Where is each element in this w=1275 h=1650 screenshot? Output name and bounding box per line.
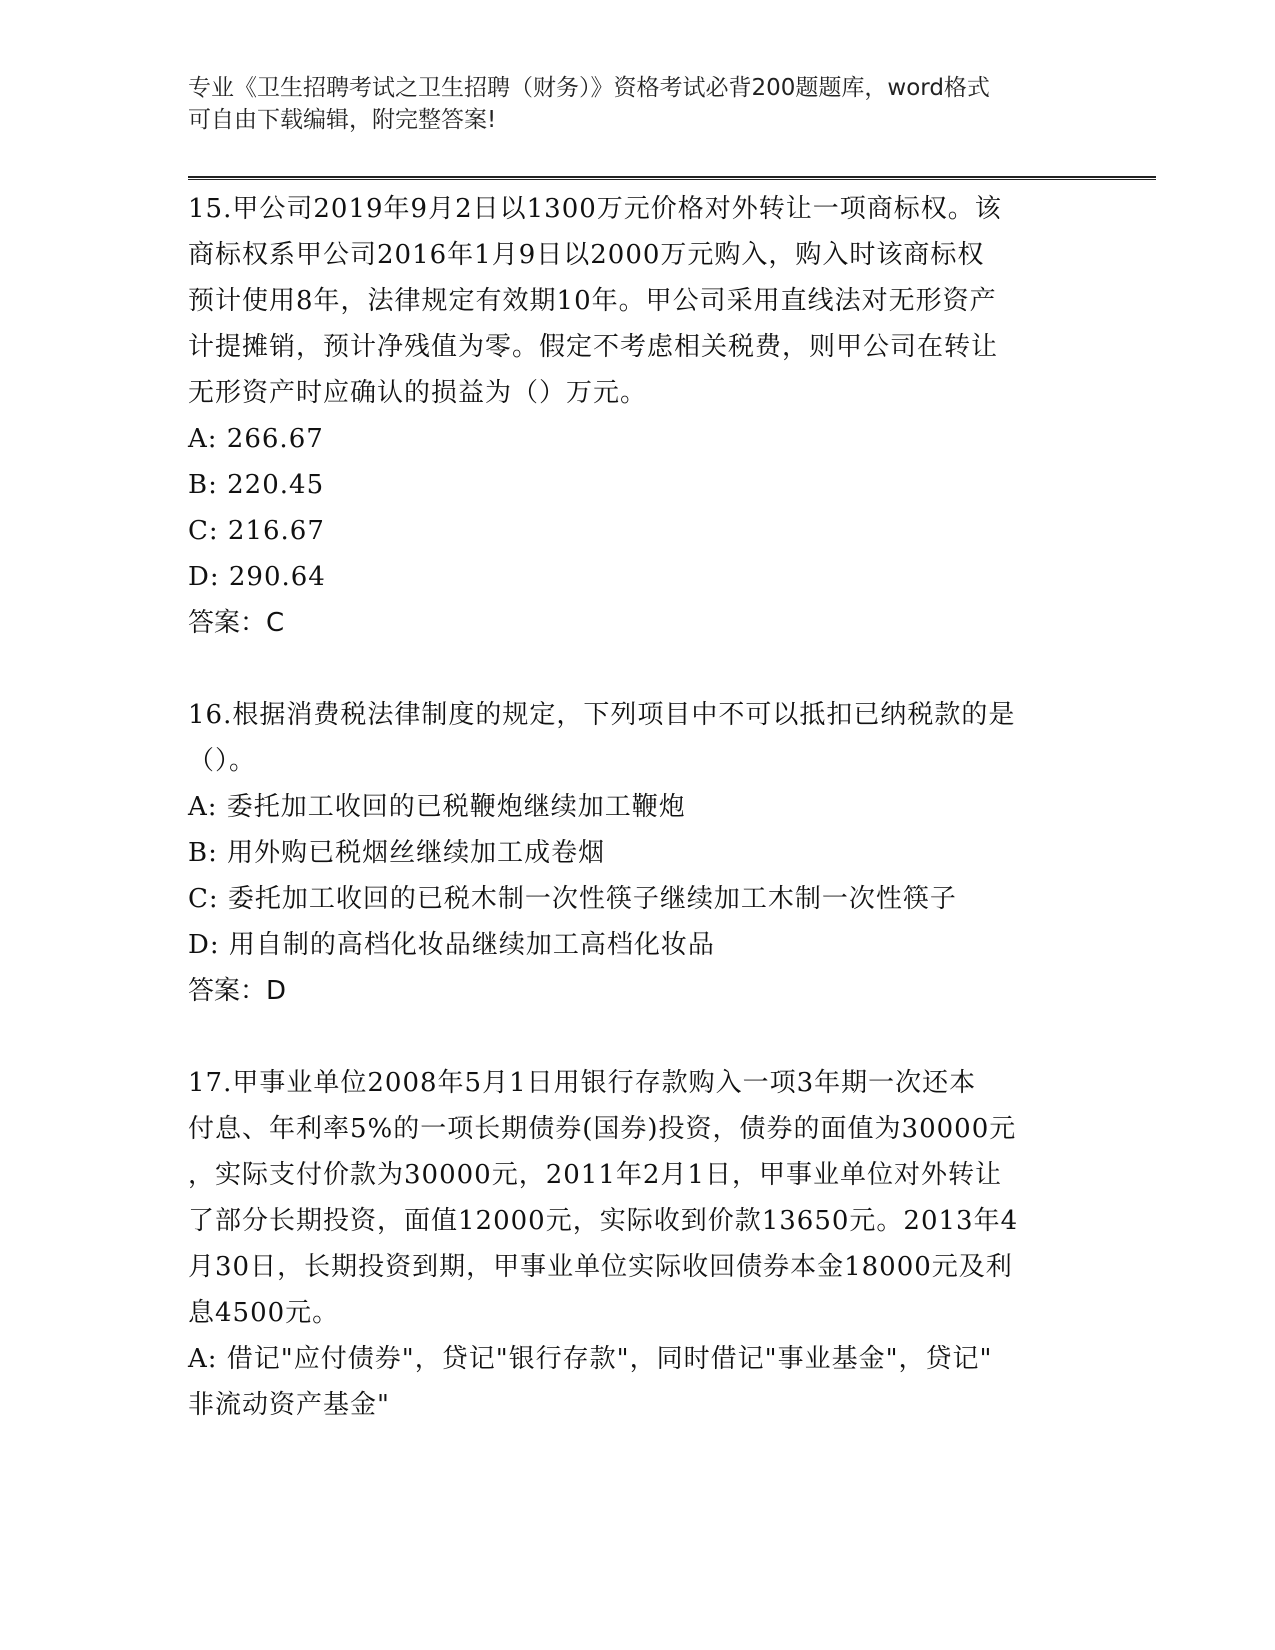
spacer: [188, 1014, 1088, 1060]
header-line-1: 专业《卫生招聘考试之卫生招聘（财务）》资格考试必背200题题库，word格式: [188, 75, 990, 101]
question-text-line: 预计使用8年，法律规定有效期10年。甲公司采用直线法对无形资产: [188, 286, 997, 316]
question-text-line: 无形资产时应确认的损益为（）万元。: [188, 378, 648, 408]
question-text-line: 息4500元。: [188, 1298, 340, 1328]
option-a-continued: 非流动资产基金": [188, 1390, 390, 1420]
question-16: [188, 692, 1088, 1014]
question-text-line: 计提摊销，预计净残值为零。假定不考虑相关税费，则甲公司在转让: [188, 332, 999, 362]
question-17: [188, 1060, 1088, 1428]
question-number: 16.: [188, 700, 233, 730]
answer-label: 答案：D: [188, 976, 287, 1006]
header-line-2: 可自由下载编辑，附完整答案!: [188, 107, 497, 133]
question-text-line: ，实际支付价款为30000元，2011年2月1日，甲事业单位对外转让: [188, 1160, 1002, 1190]
option-d: D: 290.64: [188, 562, 326, 592]
question-text-line: 付息、年利率5%的一项长期债券(国券)投资，债券的面值为30000元: [188, 1114, 1017, 1144]
question-text-line: 17.甲事业单位2008年5月1日用银行存款购入一项3年期一次还本: [188, 1068, 977, 1098]
answer-label: 答案：C: [188, 608, 285, 638]
option-c: C: 216.67: [188, 516, 325, 546]
option-a: A: 借记"应付债券"，贷记"银行存款"，同时借记"事业基金"，贷记": [188, 1344, 993, 1374]
question-list: [188, 186, 1088, 1428]
question-number: 17.: [188, 1068, 233, 1098]
option-b: B: 用外购已税烟丝继续加工成卷烟: [188, 838, 606, 868]
question-number: 15.: [188, 194, 233, 224]
option-b: B: 220.45: [188, 470, 325, 500]
question-text-line: 商标权系甲公司2016年1月9日以2000万元购入，购入时该商标权: [188, 240, 985, 270]
question-text-line: 月30日，长期投资到期，甲事业单位实际收回债券本金18000元及利: [188, 1252, 1013, 1282]
header-divider: [188, 176, 1156, 180]
question-text-line: 16.根据消费税法律制度的规定，下列项目中不可以抵扣已纳税款的是: [188, 700, 1016, 730]
question-15: [188, 186, 1088, 646]
question-text-line: （）。: [188, 746, 257, 776]
option-a: A: 委托加工收回的已税鞭炮继续加工鞭炮: [188, 792, 686, 822]
option-a: A: 266.67: [188, 424, 324, 454]
question-text-line: 15.甲公司2019年9月2日以1300万元价格对外转让一项商标权。该: [188, 194, 1002, 224]
option-d: D: 用自制的高档化妆品继续加工高档化妆品: [188, 930, 715, 960]
document-header: [188, 72, 1068, 136]
spacer: [188, 646, 1088, 692]
option-c: C: 委托加工收回的已税木制一次性筷子继续加工木制一次性筷子: [188, 884, 957, 914]
question-text-line: 了部分长期投资，面值12000元，实际收到价款13650元。2013年4: [188, 1206, 1019, 1236]
